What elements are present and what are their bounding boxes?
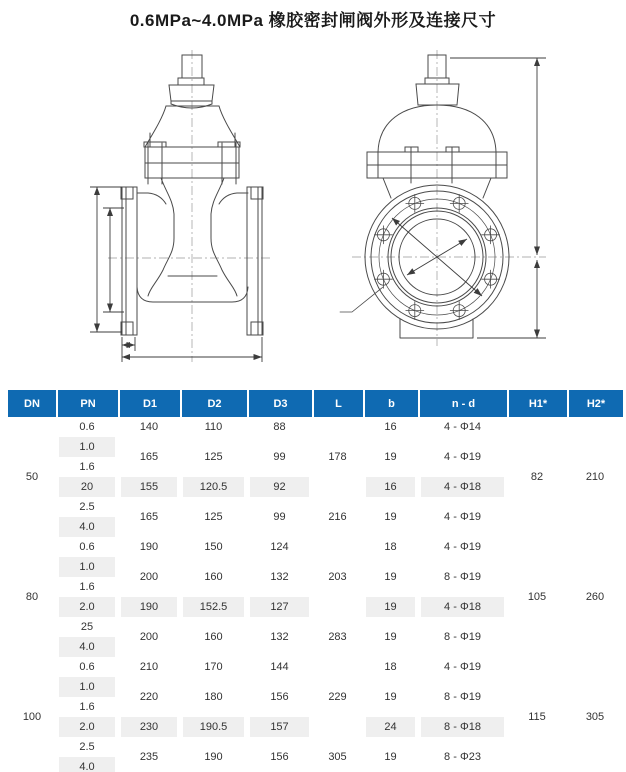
table-cell: 19: [363, 597, 418, 617]
table-cell: 19: [384, 511, 397, 523]
valve-front-view-drawing: [340, 55, 509, 338]
table-cell: 1.0: [56, 677, 118, 697]
column-header: D3: [247, 390, 312, 417]
table-cell: 100: [22, 711, 42, 723]
table-row: [8, 537, 623, 557]
table-cell: 1.6: [79, 581, 95, 593]
table-cell: 4 - Φ19: [444, 541, 481, 553]
table-cell: 4.0: [56, 517, 118, 537]
column-header: D2: [180, 390, 247, 417]
table-cell: 210: [585, 471, 605, 483]
table-cell: 1.0: [56, 437, 118, 457]
table-cell: 1.0: [56, 557, 118, 577]
table-cell: 19: [384, 631, 397, 643]
table-cell: 190: [139, 541, 159, 553]
table-cell: 8 - Φ18: [418, 717, 507, 737]
table-cell: 160: [204, 631, 223, 643]
table-cell: 8 - Φ19: [444, 571, 481, 583]
table-cell: 88: [273, 421, 286, 433]
table-cell: 4 - Φ19: [444, 511, 481, 523]
table-cell: 8 - Φ23: [444, 751, 481, 763]
table-cell: 220: [139, 691, 159, 703]
table-cell: 260: [585, 591, 605, 603]
table-cell: 0.6: [79, 421, 95, 433]
table-cell: 99: [273, 511, 286, 523]
spec-table: [8, 390, 623, 772]
table-cell: 125: [204, 451, 223, 463]
valve-technical-drawing: [0, 45, 626, 390]
table-cell: 200: [139, 571, 159, 583]
table-cell: 19: [384, 451, 397, 463]
table-cell: 20: [56, 477, 118, 497]
table-cell: 140: [139, 421, 159, 433]
table-cell: 8 - Φ19: [444, 691, 481, 703]
table-cell: 4 - Φ19: [444, 451, 481, 463]
column-header: D1: [118, 390, 180, 417]
table-cell: 305: [328, 751, 347, 763]
table-cell: 125: [204, 511, 223, 523]
table-cell: 156: [270, 691, 289, 703]
table-cell: 8 - Φ19: [444, 631, 481, 643]
table-cell: 19: [384, 571, 397, 583]
table-cell: 80: [25, 591, 39, 603]
table-cell: 150: [204, 541, 223, 553]
table-cell: 152.5: [180, 597, 247, 617]
table-cell: 160: [204, 571, 223, 583]
table-cell: 92: [247, 477, 312, 497]
table-cell: 178: [328, 451, 347, 463]
column-header: n - d: [418, 390, 507, 417]
table-cell: 115: [528, 711, 546, 723]
table-cell: 144: [270, 661, 289, 673]
table-cell: 110: [204, 421, 223, 433]
column-header: DN: [8, 390, 56, 417]
table-cell: 1.6: [79, 461, 95, 473]
table-cell: 18: [384, 541, 397, 553]
table-cell: 283: [328, 631, 347, 643]
table-cell: 120.5: [180, 477, 247, 497]
table-cell: 16: [384, 421, 397, 433]
spec-table-body: [8, 417, 623, 772]
table-cell: 216: [328, 511, 347, 523]
table-cell: 0.6: [79, 661, 95, 673]
table-cell: 25: [80, 621, 94, 633]
page-title: 0.6MPa~4.0MPa 橡胶密封闸阀外形及连接尺寸: [129, 11, 497, 30]
table-cell: 99: [273, 451, 286, 463]
table-cell: 235: [139, 751, 159, 763]
table-cell: 50: [25, 471, 39, 483]
table-cell: 190.5: [180, 717, 247, 737]
table-cell: 4.0: [56, 757, 118, 772]
table-cell: 210: [139, 661, 159, 673]
table-cell: 105: [527, 591, 547, 603]
table-cell: 132: [270, 571, 289, 583]
table-cell: 155: [118, 477, 180, 497]
table-cell: 2.0: [56, 597, 118, 617]
table-cell: 19: [384, 691, 397, 703]
spec-table-header-row: [8, 390, 623, 417]
column-header: PN: [56, 390, 118, 417]
table-cell: 16: [363, 477, 418, 497]
center-lines: [108, 50, 546, 362]
table-cell: 203: [328, 571, 347, 583]
table-row: [8, 657, 623, 677]
table-cell: 0.6: [79, 541, 95, 553]
table-cell: 4 - Φ18: [418, 477, 507, 497]
table-cell: 124: [270, 541, 289, 553]
table-cell: 170: [204, 661, 223, 673]
table-cell: 180: [204, 691, 223, 703]
table-cell: 229: [328, 691, 347, 703]
table-cell: 4 - Φ18: [418, 597, 507, 617]
table-cell: 2.0: [56, 717, 118, 737]
table-cell: 165: [139, 451, 159, 463]
table-cell: 82: [530, 471, 544, 483]
table-cell: 157: [247, 717, 312, 737]
table-cell: 200: [139, 631, 159, 643]
table-cell: 190: [204, 751, 223, 763]
table-cell: 230: [118, 717, 180, 737]
column-header: b: [363, 390, 418, 417]
table-cell: 165: [139, 511, 159, 523]
column-header: H1*: [507, 390, 567, 417]
table-cell: 4 - Φ14: [444, 421, 481, 433]
table-cell: 19: [384, 751, 397, 763]
table-cell: 156: [270, 751, 289, 763]
table-cell: 2.5: [79, 741, 95, 753]
table-cell: 4 - Φ19: [444, 661, 481, 673]
table-cell: 24: [363, 717, 418, 737]
table-cell: 18: [384, 661, 397, 673]
table-cell: 190: [118, 597, 180, 617]
table-cell: 1.6: [79, 701, 95, 713]
table-cell: 2.5: [79, 501, 95, 513]
table-cell: 127: [247, 597, 312, 617]
table-cell: 305: [585, 711, 605, 723]
table-cell: 4.0: [56, 637, 118, 657]
column-header: H2*: [567, 390, 623, 417]
column-header: L: [312, 390, 363, 417]
table-row: [8, 417, 623, 437]
table-cell: 132: [270, 631, 289, 643]
